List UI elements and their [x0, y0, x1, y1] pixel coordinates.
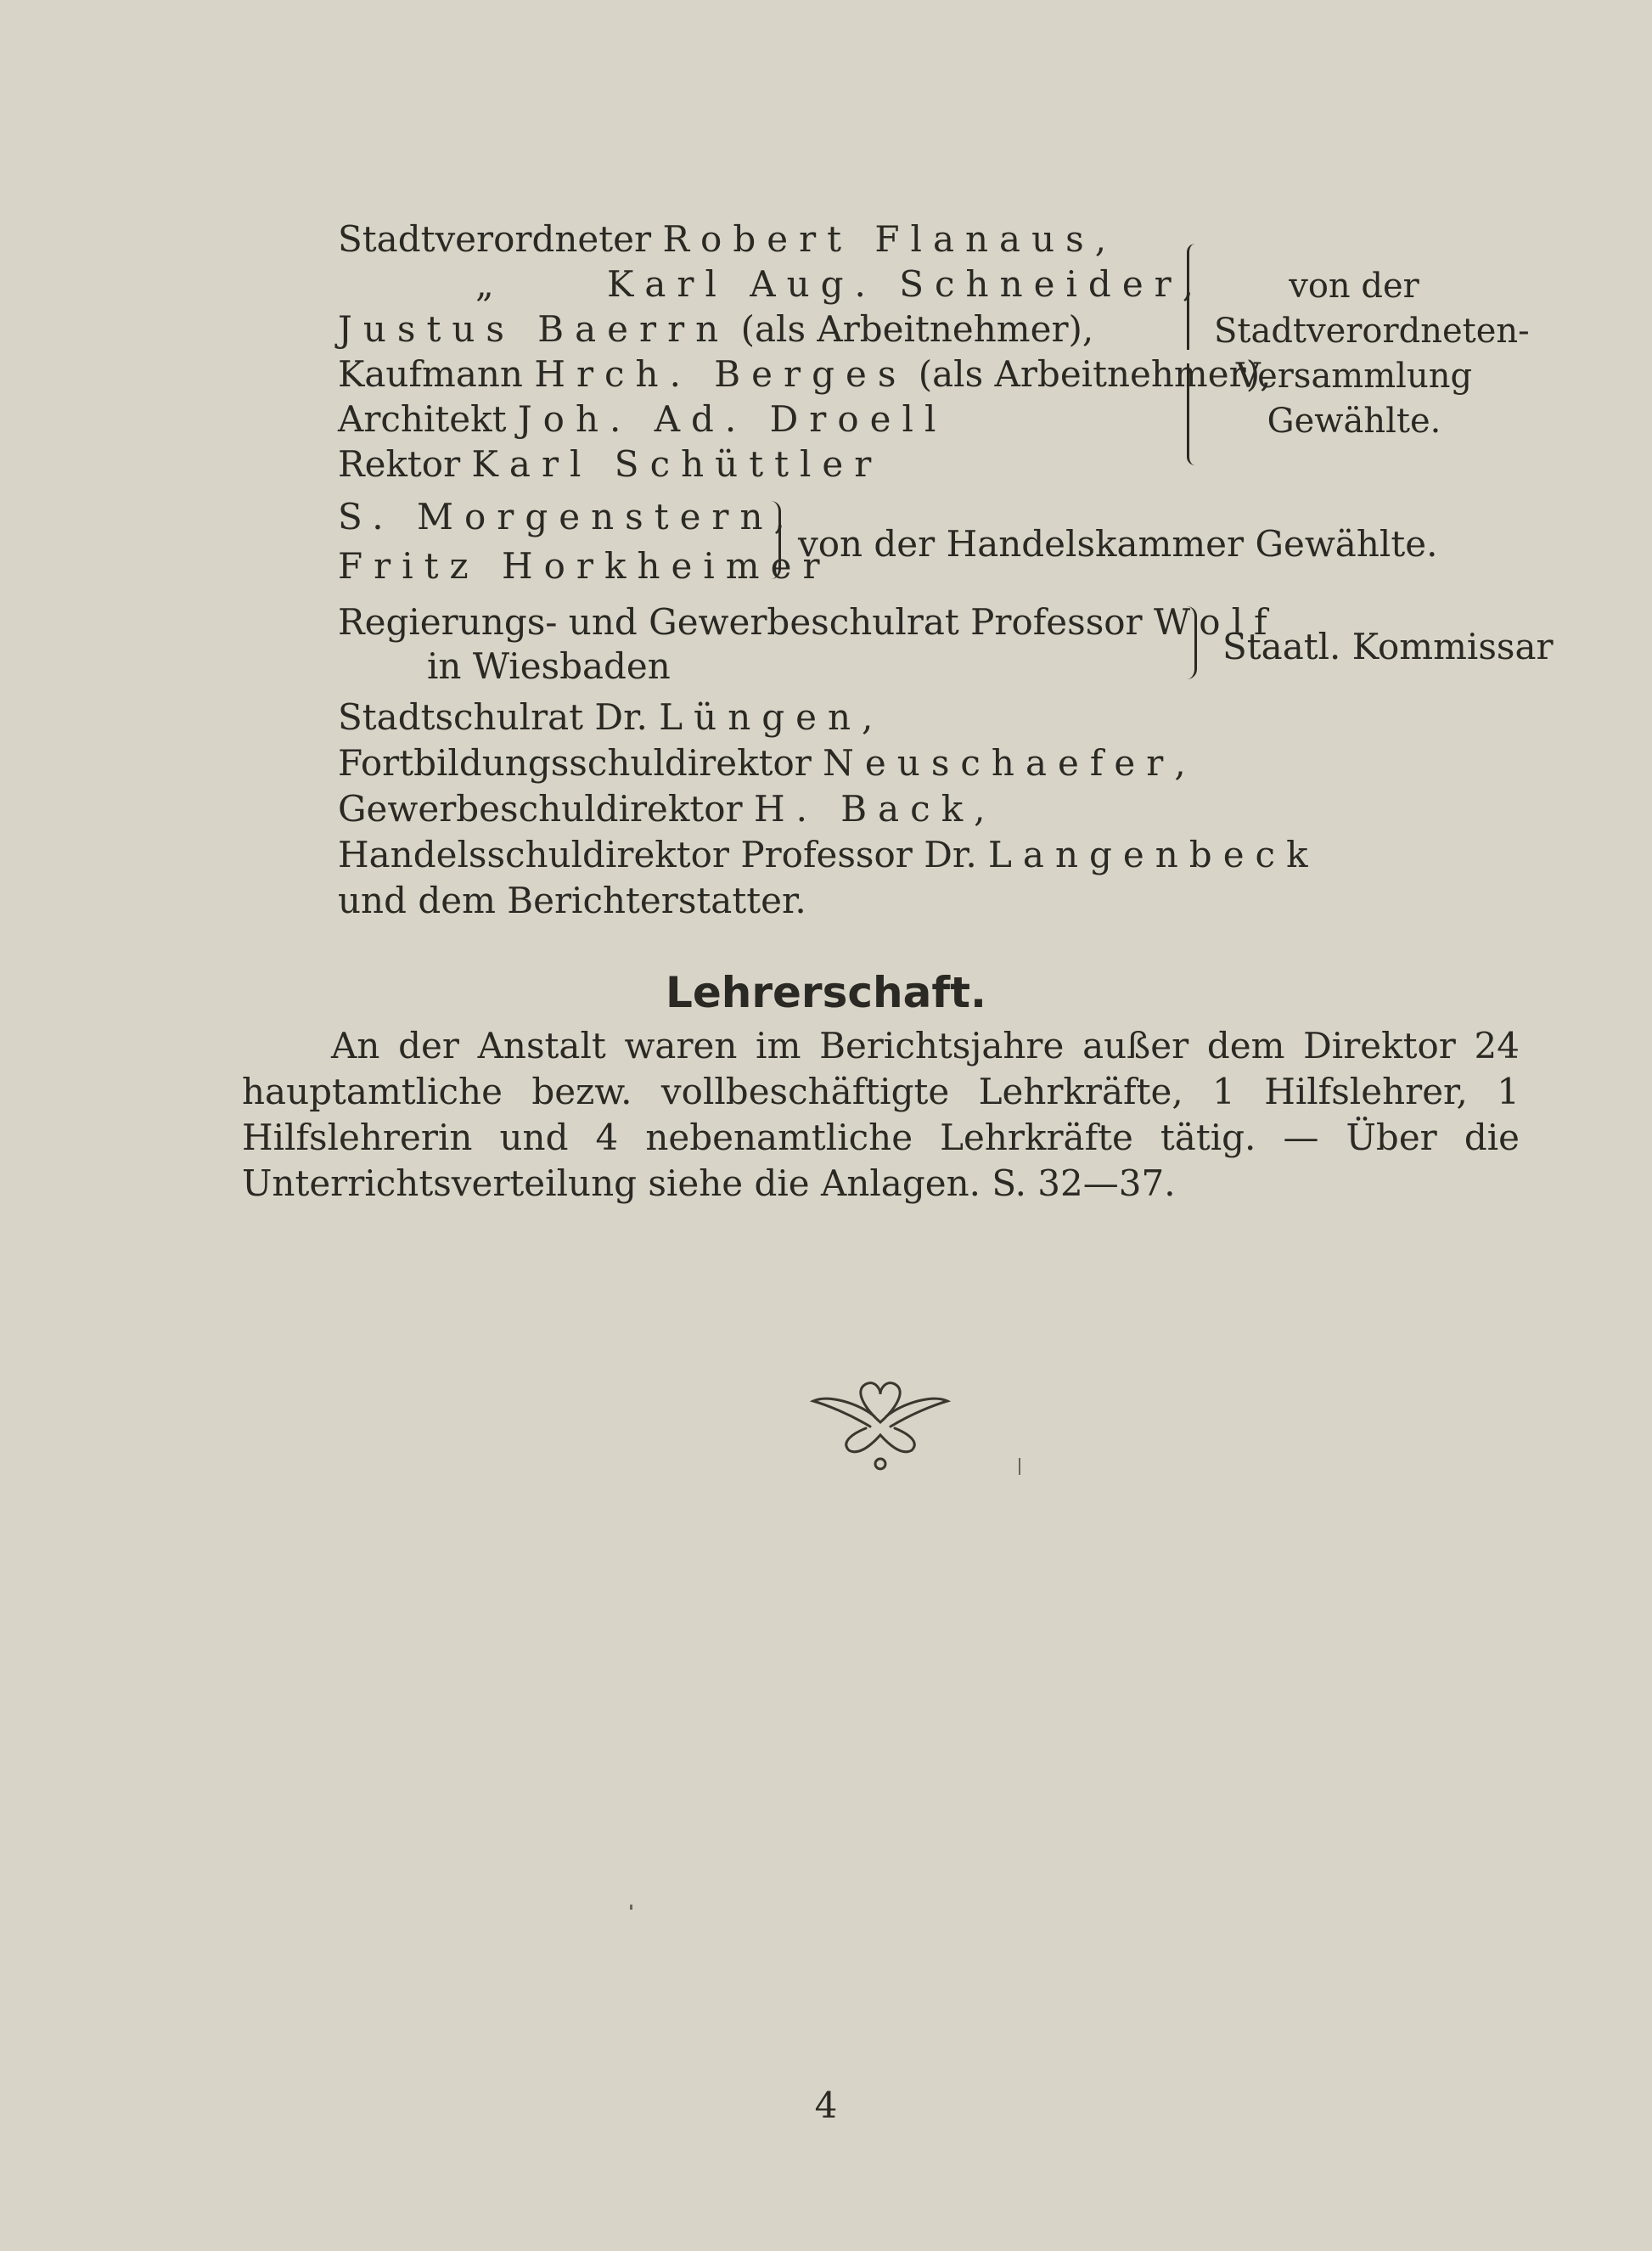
commissioner-place: in Wiesbaden: [427, 645, 671, 687]
ditto-mark: [475, 263, 494, 306]
section-paragraph: [242, 1023, 1520, 1207]
page-number: 4: [814, 2085, 838, 2126]
official-suffix: ,: [862, 696, 874, 738]
official-line: [338, 788, 986, 830]
official-title: Fortbildungsschuldirektor: [338, 742, 823, 784]
council-note-line: Gewählte.: [1267, 402, 1441, 441]
member-line: [607, 263, 1194, 306]
member-name: Joh. Ad. Droell: [517, 398, 947, 440]
heart-flourish-ornament-icon: [806, 1376, 955, 1477]
official-title: Gewerbeschuldirektor: [338, 788, 754, 830]
brace-upper: [1187, 244, 1200, 350]
print-speck: [630, 1905, 632, 1910]
chamber-member: S. Morgenstern,: [338, 496, 796, 537]
member-name: Karl Schüttler: [471, 443, 883, 485]
commissioner-title: Regierungs- und Gewerbeschulrat Professor: [338, 601, 1154, 643]
section-title: Lehrerschaft.: [666, 968, 986, 1017]
official-line: [338, 834, 1319, 876]
member-prefix: Rektor: [338, 443, 472, 485]
chamber-member: Fritz Horkheimer: [338, 545, 831, 587]
member-line: [338, 353, 1271, 396]
official-title: Handelsschuldirektor Professor Dr.: [338, 834, 989, 875]
brace-chamber: [768, 501, 781, 579]
brace-lower: [1187, 363, 1200, 465]
official-title: und dem Berichterstatter.: [338, 880, 806, 921]
member-prefix: Architekt: [338, 398, 518, 440]
official-name: Langenbeck: [988, 834, 1319, 875]
official-suffix: ,: [974, 788, 986, 830]
print-speck: [1019, 1458, 1020, 1475]
official-suffix: ,: [1174, 742, 1186, 784]
member-name: Hrch. Berges: [534, 353, 907, 395]
member-suffix: ,: [1094, 218, 1107, 260]
member-line: [338, 218, 1106, 261]
council-note-line: von der: [1289, 267, 1419, 306]
member-suffix: (als Arbeitnehmer),: [907, 353, 1272, 395]
official-line: [338, 742, 1186, 785]
member-suffix: (als Arbeitnehmer),: [729, 308, 1094, 350]
council-note-line: Stadtverordneten-: [1214, 312, 1530, 351]
member-line: [338, 443, 882, 486]
official-name: H. Back: [753, 788, 975, 830]
member-line: [338, 308, 1093, 351]
ditto-symbol: „: [475, 263, 494, 305]
council-note-line: Versammlung: [1235, 357, 1473, 396]
member-suffix: ,: [1182, 263, 1194, 305]
official-line: [338, 696, 873, 739]
chamber-note: von der Handelskammer Gewählte.: [798, 523, 1438, 565]
commissioner-note: Staatl. Kommissar: [1222, 626, 1554, 667]
commissioner-line: [338, 601, 1278, 644]
paragraph-text: An der Anstalt waren im Berichtsjahre außer dem Direktor 24 hauptamtliche bezw. vollbeschäftigte Lehrkräfte, 1 Hilfslehrer, 1 Hilfslehrerin und 4 nebenamtliche Lehrkräfte tätig. — Über die Unterrichtsverteilung siehe die Anlagen. S. 32—37.: [242, 1025, 1520, 1204]
official-name: Lüngen: [659, 696, 863, 738]
official-line: [338, 880, 806, 922]
official-name: Neuschaefer: [823, 742, 1175, 784]
member-prefix: Kaufmann: [338, 353, 535, 395]
official-title: Stadtschulrat Dr.: [338, 696, 660, 738]
member-name: Robert Flanaus: [662, 218, 1095, 260]
brace-commissioner: [1184, 606, 1197, 679]
member-line: [338, 398, 947, 441]
member-name: Justus Baerrn: [338, 308, 730, 350]
member-name: Karl Aug. Schneider: [607, 263, 1183, 305]
member-prefix: Stadtverordneter: [338, 218, 663, 260]
commissioner-name: Wolf: [1153, 601, 1278, 643]
